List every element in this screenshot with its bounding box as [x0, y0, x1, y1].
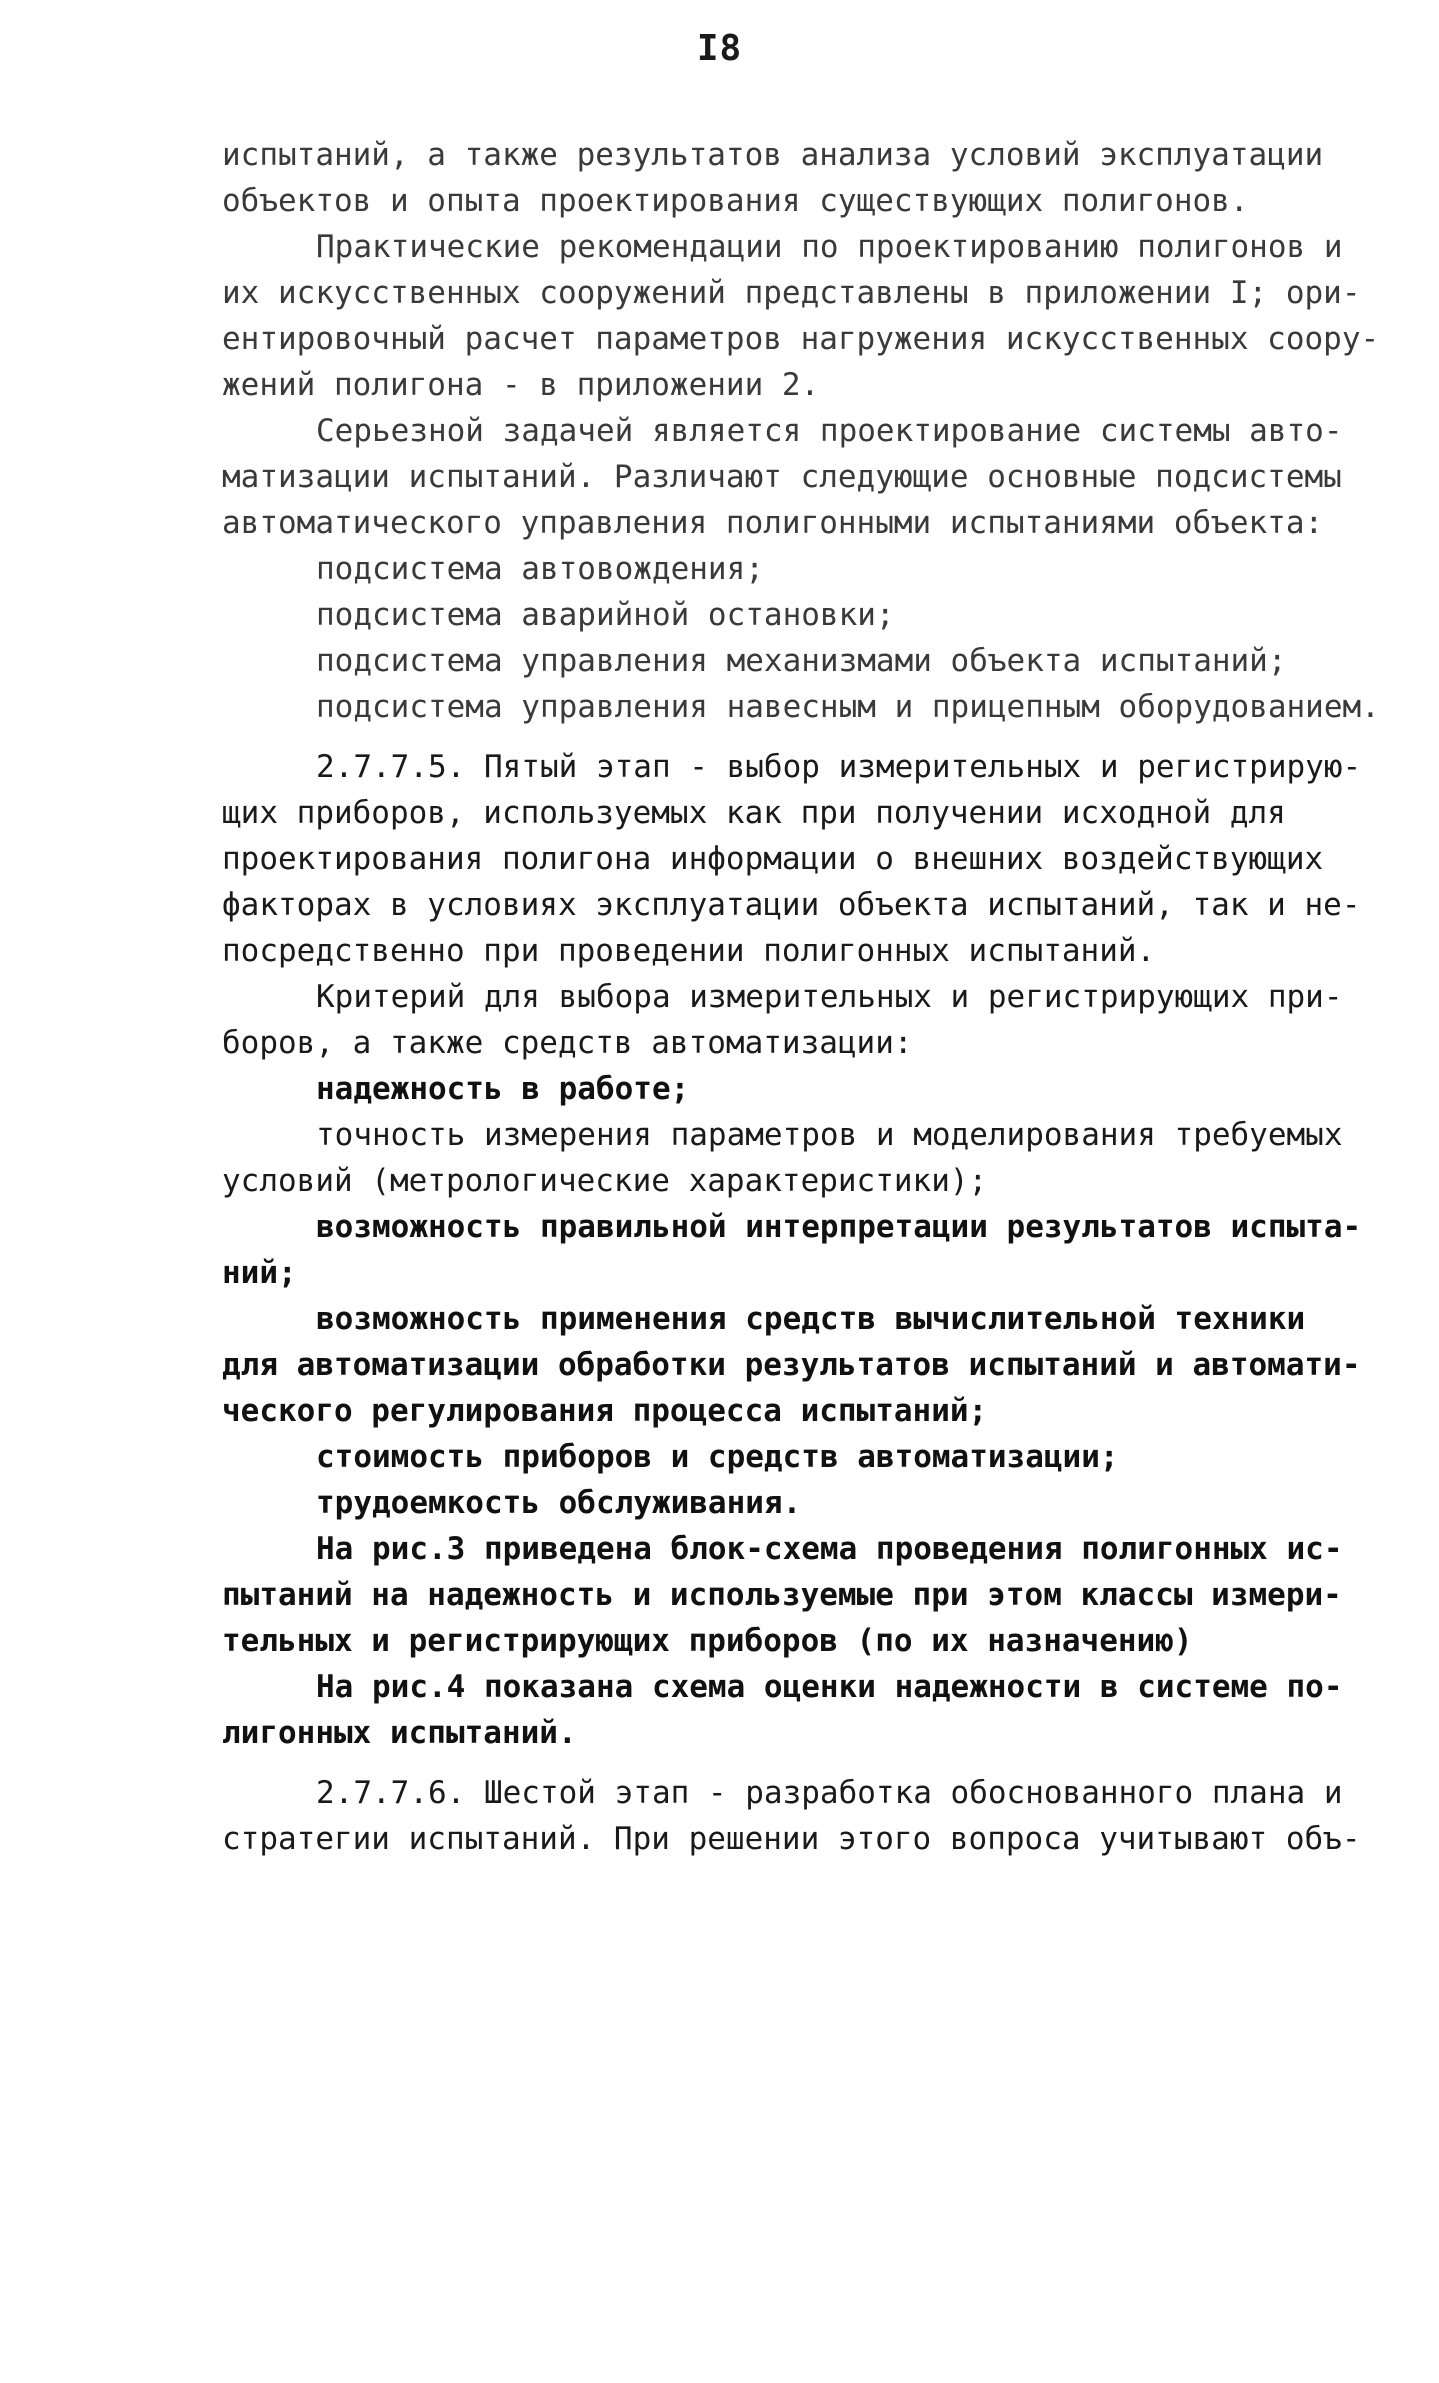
text-line: Серьезной задачей является проектирование системы авто- [316, 413, 1343, 449]
body-text [222, 132, 1392, 1862]
text-line: стоимость приборов и средств автоматизации; [316, 1439, 1119, 1475]
text-line: их искусственных сооружений представлены в приложении I; ори- [222, 275, 1361, 311]
page-number: I8 [696, 28, 743, 69]
text-line: пытаний на надежность и используемые при этом классы измери- [222, 1577, 1342, 1613]
text-line: тельных и регистрирующих приборов (по их назначению) [222, 1623, 1193, 1659]
text-line: щих приборов, используемых как при получении исходной для [222, 795, 1286, 831]
text-line: возможность применения средств вычислительной техники [316, 1301, 1306, 1337]
text-line: боров, а также средств автоматизации: [222, 1025, 913, 1061]
text-line: посредственно при проведении полигонных испытаний. [222, 933, 1156, 969]
text-line: лигонных испытаний. [222, 1715, 577, 1751]
text-line: ческого регулирования процесса испытаний; [222, 1393, 988, 1429]
text-line: испытаний, а также результатов анализа условий эксплуатации [222, 137, 1324, 173]
text-line: для автоматизации обработки результатов испытаний и автомати- [222, 1347, 1361, 1383]
text-line: факторах в условиях эксплуатации объекта испытаний, так и не- [222, 887, 1361, 923]
text-line: ентировочный расчет параметров нагружения искусственных соору- [222, 321, 1380, 357]
text-line: возможность правильной интерпретации результатов испыта- [316, 1209, 1362, 1245]
text-line: точность измерения параметров и моделирования требуемых [316, 1117, 1343, 1153]
text-line: стратегии испытаний. При решении этого вопроса учитывают объ- [222, 1821, 1361, 1857]
text-line: ний; [222, 1255, 297, 1291]
text-line: подсистема автовождения; [316, 551, 764, 587]
text-line: жений полигона - в приложении 2. [222, 367, 820, 403]
text-line: подсистема аварийной остановки; [316, 597, 895, 633]
text-line: 2.7.7.6. Шестой этап - разработка обоснованного плана и [316, 1775, 1343, 1811]
text-line: трудоемкость обслуживания. [316, 1485, 802, 1521]
text-line: 2.7.7.5. Пятый этап - выбор измерительных и регистрирую- [316, 749, 1362, 785]
text-line: На рис.4 показана схема оценки надежности в системе по- [316, 1669, 1343, 1705]
text-line: подсистема управления механизмами объекта испытаний; [316, 643, 1287, 679]
text-line: матизации испытаний. Различают следующие основные подсистемы [222, 459, 1342, 495]
text-line: надежность в работе; [316, 1071, 690, 1107]
text-line: условий (метрологические характеристики); [222, 1163, 988, 1199]
text-line: Практические рекомендации по проектированию полигонов и [316, 229, 1343, 265]
text-line: На рис.3 приведена блок-схема проведения полигонных ис- [316, 1531, 1343, 1567]
text-line: подсистема управления навесным и прицепным оборудованием. [316, 689, 1380, 725]
text-line: автоматического управления полигонными испытаниями объекта: [222, 505, 1324, 541]
text-line: проектирования полигона информации о внешних воздействующих [222, 841, 1324, 877]
text-line: объектов и опыта проектирования существующих полигонов. [222, 183, 1249, 219]
text-line: Критерий для выбора измерительных и регистрирующих при- [316, 979, 1343, 1015]
